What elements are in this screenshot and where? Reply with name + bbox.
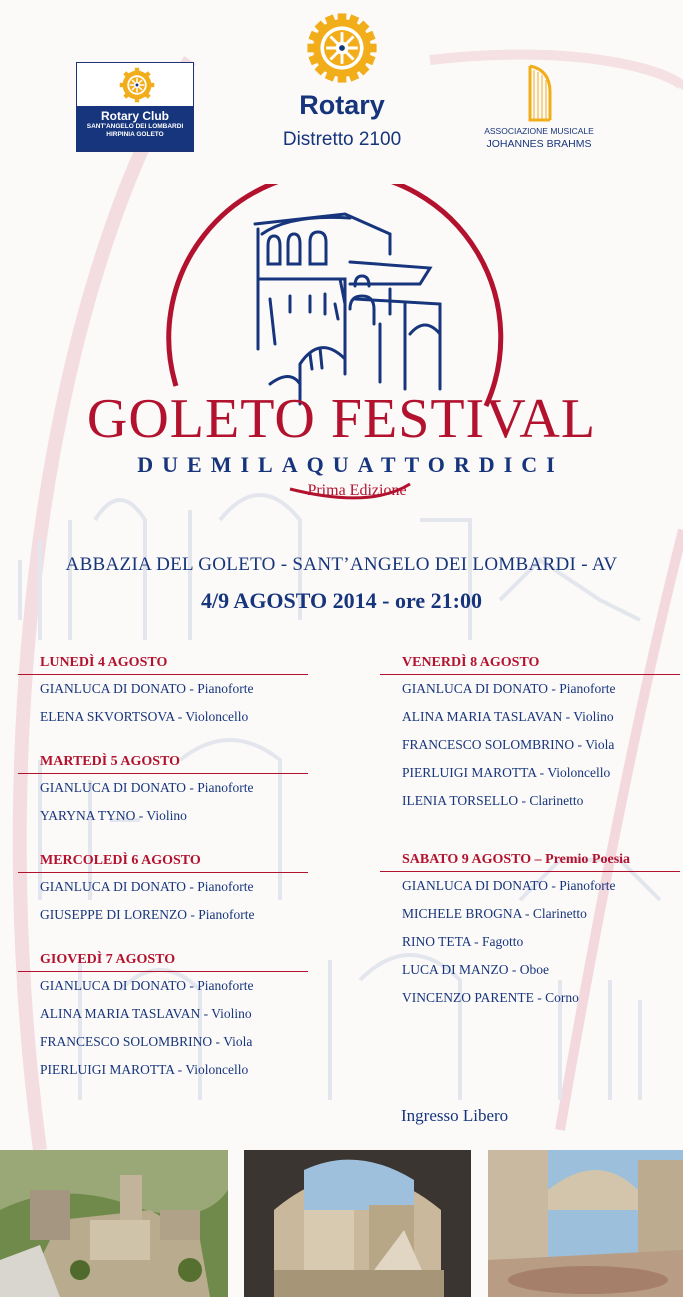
- performer-row: VINCENZO PARENTE - Corno: [402, 990, 579, 1005]
- performer-row: GIANLUCA DI DONATO - Pianoforte: [402, 878, 616, 893]
- performer-row: ALINA MARIA TASLAVAN - Violino: [40, 1006, 252, 1021]
- day-heading: LUNEDÌ 4 AGOSTO: [18, 654, 308, 675]
- performer-row: RINO TETA - Fagotto: [402, 934, 524, 949]
- day-heading: GIOVEDÌ 7 AGOSTO: [18, 951, 308, 972]
- performer-name: ILENIA TORSELLO: [402, 793, 519, 808]
- performer-instrument: Violoncello: [185, 709, 249, 724]
- performer-instrument: Pianoforte: [197, 681, 254, 696]
- entry-note: Ingresso Libero: [401, 1106, 509, 1125]
- performer-row: YARYNA TYNO - Violino: [40, 808, 187, 823]
- performer-row: PIERLUIGI MAROTTA - Violoncello: [402, 765, 611, 780]
- day-heading: VENERDÌ 8 AGOSTO: [380, 654, 680, 675]
- performer-instrument: Pianoforte: [559, 878, 616, 893]
- day-block: [18, 654, 308, 731]
- performer-instrument: Pianoforte: [559, 681, 616, 696]
- rotary-club-line2: HIRPINIA GOLETO: [106, 131, 164, 138]
- festival-title: GOLETO FESTIVAL: [86, 388, 597, 450]
- performer-row: GIANLUCA DI DONATO - Pianoforte: [402, 681, 616, 696]
- performer-name: FRANCESCO SOLOMBRINO: [402, 737, 575, 752]
- performer-name: GIANLUCA DI DONATO: [40, 681, 186, 696]
- rotary-wheel-icon: [119, 67, 155, 103]
- performer-instrument: Violino: [146, 808, 187, 823]
- performer-name: PIERLUIGI MAROTTA: [402, 765, 537, 780]
- day-block: [18, 753, 308, 830]
- performer-name: GIANLUCA DI DONATO: [40, 879, 186, 894]
- performer-row: MICHELE BROGNA - Clarinetto: [402, 906, 587, 921]
- performer-instrument: Oboe: [519, 962, 549, 977]
- performer-instrument: Pianoforte: [198, 907, 255, 922]
- day-block: [18, 852, 308, 929]
- performer-instrument: Fagotto: [482, 934, 524, 949]
- performer-row: ILENIA TORSELLO - Clarinetto: [402, 793, 584, 808]
- day-heading: MERCOLEDÌ 6 AGOSTO: [18, 852, 308, 873]
- performer-row: GIUSEPPE DI LORENZO - Pianoforte: [40, 907, 255, 922]
- program-left-column: [18, 654, 308, 1106]
- performer-instrument: Violoncello: [547, 765, 611, 780]
- performer-row: GIANLUCA DI DONATO - Pianoforte: [40, 879, 254, 894]
- performer-instrument: Viola: [585, 737, 615, 752]
- performer-name: GIUSEPPE DI LORENZO: [40, 907, 187, 922]
- performer-instrument: Corno: [545, 990, 579, 1005]
- rotary-club-band: [77, 106, 193, 151]
- association-line2: JOHANNES BRAHMS: [486, 138, 592, 150]
- performer-instrument: Pianoforte: [197, 780, 254, 795]
- performer-name: GIANLUCA DI DONATO: [402, 878, 548, 893]
- festival-subtitle: DUEMILAQUATTORDICI: [137, 452, 564, 477]
- performer-row: ALINA MARIA TASLAVAN - Violino: [402, 709, 614, 724]
- day-block: [18, 951, 308, 1084]
- performer-name: ELENA SKVORTSOVA: [40, 709, 175, 724]
- day-block: [380, 654, 680, 815]
- rotary-club-logo: [76, 62, 194, 152]
- performer-row: GIANLUCA DI DONATO - Pianoforte: [40, 681, 254, 696]
- performer-row: ELENA SKVORTSOVA - Violoncello: [40, 709, 249, 724]
- harp-icon: [524, 62, 554, 124]
- venue: ABBAZIA DEL GOLETO - SANT’ANGELO DEI LOMBARDI - AV: [65, 554, 618, 575]
- performer-name: GIANLUCA DI DONATO: [40, 780, 186, 795]
- performer-row: FRANCESCO SOLOMBRINO - Viola: [402, 737, 615, 752]
- rotary-club-name: Rotary Club: [100, 109, 169, 123]
- abbey-ruins-photo: [488, 1150, 683, 1297]
- performer-name: FRANCESCO SOLOMBRINO: [40, 1034, 213, 1049]
- performer-name: GIANLUCA DI DONATO: [402, 681, 548, 696]
- rotary-club-line1: SANT'ANGELO DEI LOMBARDI: [86, 123, 184, 130]
- performer-instrument: Violoncello: [185, 1062, 249, 1077]
- performer-instrument: Violino: [573, 709, 614, 724]
- performer-name: RINO TETA: [402, 934, 471, 949]
- performer-instrument: Violino: [211, 1006, 252, 1021]
- performer-row: FRANCESCO SOLOMBRINO - Viola: [40, 1034, 253, 1049]
- performer-row: GIANLUCA DI DONATO - Pianoforte: [40, 780, 254, 795]
- performer-instrument: Pianoforte: [197, 879, 254, 894]
- performer-name: ALINA MARIA TASLAVAN: [40, 1006, 201, 1021]
- day-heading: MARTEDÌ 5 AGOSTO: [18, 753, 308, 774]
- performer-name: GIANLUCA DI DONATO: [40, 978, 186, 993]
- performer-name: LUCA DI MANZO: [402, 962, 509, 977]
- performer-row: LUCA DI MANZO - Oboe: [402, 962, 549, 977]
- performer-instrument: Viola: [223, 1034, 253, 1049]
- performer-name: MICHELE BROGNA: [402, 906, 522, 921]
- performer-name: YARYNA TYNO: [40, 808, 136, 823]
- performer-instrument: Clarinetto: [532, 906, 587, 921]
- performer-instrument: Clarinetto: [529, 793, 584, 808]
- abbey-aerial-photo: [0, 1150, 228, 1297]
- festival-edition: Prima Edizione: [307, 482, 407, 499]
- performer-row: PIERLUIGI MAROTTA - Violoncello: [40, 1062, 249, 1077]
- association-line1: ASSOCIAZIONE MUSICALE: [484, 126, 594, 136]
- performer-name: VINCENZO PARENTE: [402, 990, 534, 1005]
- dates: 4/9 AGOSTO 2014 - ore 21:00: [201, 588, 482, 613]
- day-heading: SABATO 9 AGOSTO – Premio Poesia: [380, 851, 680, 872]
- program-right-column: [380, 654, 680, 1034]
- rotary-wordmark: Rotary: [299, 90, 385, 120]
- day-block: [380, 851, 680, 1012]
- rotary-wheel-icon: [306, 12, 378, 84]
- performer-name: ALINA MARIA TASLAVAN: [402, 709, 563, 724]
- rotary-district: Distretto 2100: [282, 129, 402, 150]
- performer-name: PIERLUIGI MAROTTA: [40, 1062, 175, 1077]
- performer-row: GIANLUCA DI DONATO - Pianoforte: [40, 978, 254, 993]
- abbey-arch-photo: [244, 1150, 471, 1297]
- performer-instrument: Pianoforte: [197, 978, 254, 993]
